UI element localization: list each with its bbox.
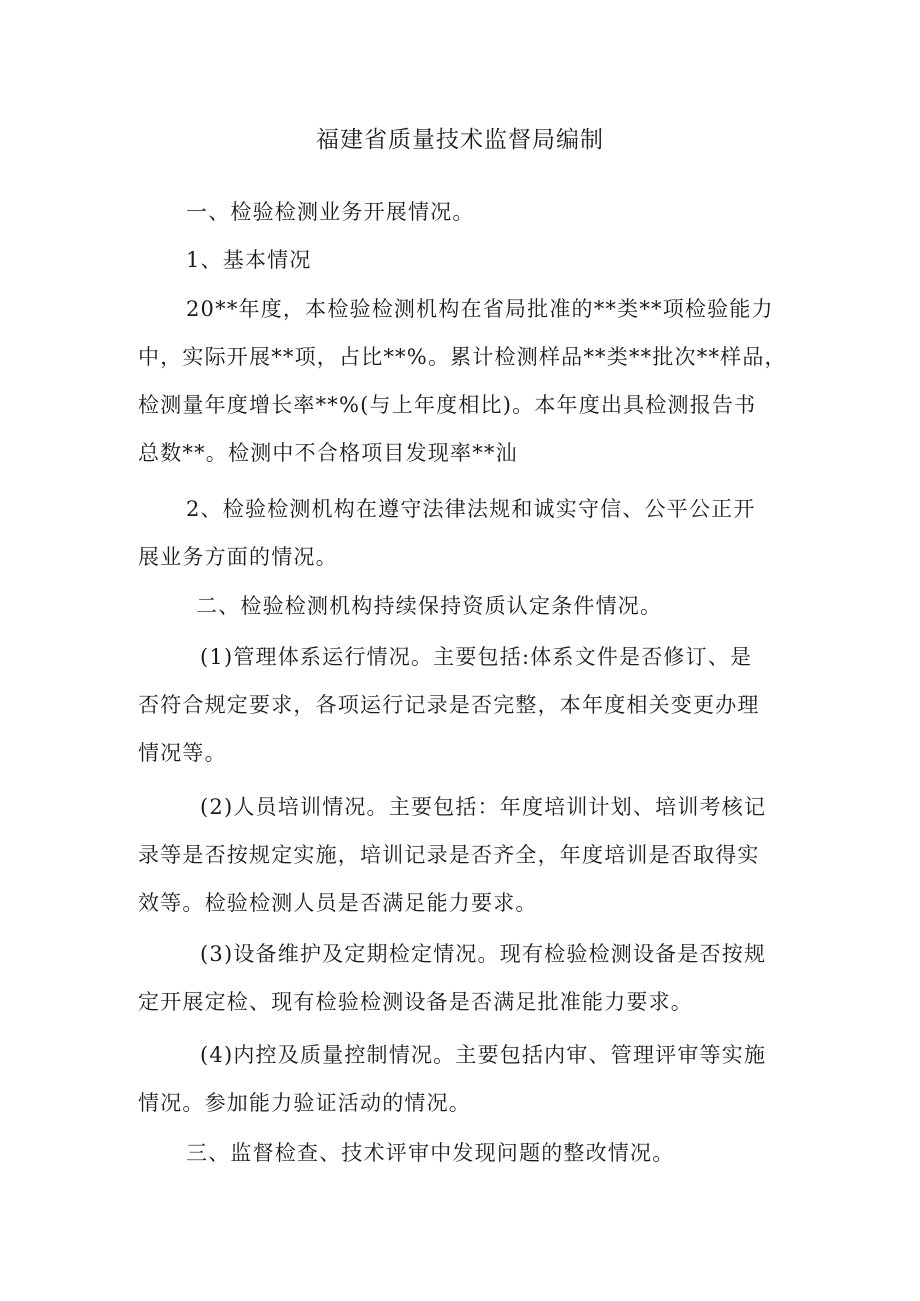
section-2-heading-block <box>138 582 788 630</box>
paragraph-line: 录等是否按规定实施，培训记录是否齐全，年度培训是否取得实 <box>138 843 760 867</box>
paragraph-line: (3)设备维护及定期检定情况。现有检验检测设备是否按规 <box>200 942 767 966</box>
item-3-paragraph <box>138 930 788 1026</box>
paragraph-line: 20**年度，本检验检测机构在省局批准的**类**项检验能力 <box>186 297 774 321</box>
paragraph-line: 定开展定检、现有检验检测设备是否满足批准能力要求。 <box>138 990 693 1014</box>
paragraph-line: (2)人员培训情况。主要包括：年度培训计划、培训考核记 <box>200 795 767 819</box>
paragraph-line: 情况等。 <box>138 741 227 765</box>
paragraph-line: 2、检验检测机构在遵守法律法规和诚实守信、公平公正开 <box>186 497 756 521</box>
paragraph-line: (1)管理体系运行情况。主要包括:体系文件是否修订、是 <box>200 645 753 669</box>
paragraph-compliance <box>138 485 788 581</box>
paragraph-line: 展业务方面的情况。 <box>138 545 338 569</box>
paragraph-line: 否符合规定要求，各项运行记录是否完整，本年度相关变更办理 <box>138 693 760 717</box>
sub-1-heading: 1、基本情况 <box>186 248 312 272</box>
section-2-heading: 二、检验检测机构持续保持资质认定条件情况。 <box>196 594 663 618</box>
paragraph-line: 中，实际开展**项，占比**%。累计检测样品**类**批次**样品， <box>138 345 787 369</box>
paragraph-line: 检测量年度增长率**%(与上年度相比)。本年度出具检测报告书 <box>138 393 757 417</box>
section-1-heading: 一、检验检测业务开展情况。 <box>186 200 475 224</box>
paragraph-line: 总数**。检测中不合格项目发现率**汕 <box>138 441 518 465</box>
section-1-heading-block <box>138 188 788 236</box>
item-1-paragraph <box>138 633 788 777</box>
paragraph-line: 情况。参加能力验证活动的情况。 <box>138 1091 471 1115</box>
item-4-paragraph <box>138 1031 788 1127</box>
item-2-paragraph <box>138 783 788 927</box>
section-3-heading-block <box>138 1129 788 1177</box>
section-3-heading: 三、监督检查、技术评审中发现问题的整改情况。 <box>186 1141 675 1165</box>
paragraph-line: 效等。检验检测人员是否满足能力要求。 <box>138 891 538 915</box>
paragraph-line: (4)内控及质量控制情况。主要包括内审、管理评审等实施 <box>200 1043 767 1067</box>
document-title: 福建省质量技术监督局编制 <box>316 127 604 153</box>
sub-1-heading-block <box>138 236 788 284</box>
paragraph-basic-info <box>138 285 788 477</box>
